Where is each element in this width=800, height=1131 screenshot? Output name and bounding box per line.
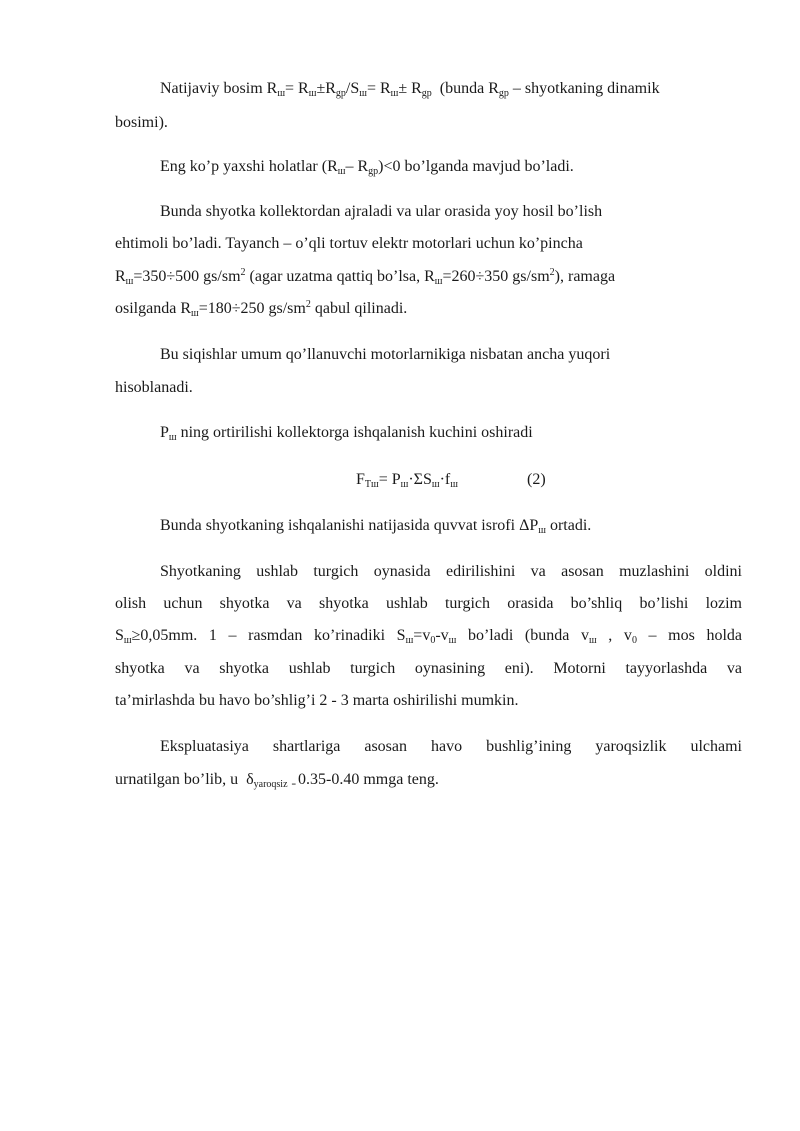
text: Natijaviy bosim R xyxy=(160,80,278,97)
text: bo’ladi (bunda v xyxy=(456,627,589,644)
text-line-16: ta’mirlashda bu havo bo’shlig’i 2 - 3 marta oshirilishi mumkin. xyxy=(115,692,519,709)
text: 0.35-0.40 mmga teng. xyxy=(298,771,439,788)
text: (agar uzatma qattiq bo’lsa, R xyxy=(245,268,435,285)
text-line-17: Ekspluatasiya shartlariga asosan havo bushlig’ining yaroqsizlik ulchami xyxy=(160,738,742,755)
text: ·ΣS xyxy=(408,471,432,488)
subscript: 0 xyxy=(430,635,436,646)
text: ortadi. xyxy=(545,517,592,534)
text-line-6 xyxy=(115,267,615,287)
text: = R xyxy=(366,80,391,97)
text: ), ramaga xyxy=(554,268,616,285)
text: urnatilgan bo’lib, u δ xyxy=(115,771,254,788)
text: Bunda shyotkaning ishqalanishi natijasida quvvat isrofi ΔP xyxy=(160,517,539,534)
text: =v xyxy=(413,627,431,644)
text: – mos holda xyxy=(636,627,743,644)
text: (bunda R xyxy=(431,80,499,97)
text: =180÷250 gs/sm xyxy=(198,300,306,317)
text: ·f xyxy=(439,471,451,488)
equation-number: (2) xyxy=(527,471,546,488)
text: )<0 bo’lganda mavjud bo’ladi. xyxy=(378,158,574,175)
text-line-1 xyxy=(160,79,660,99)
subscript: 0 xyxy=(631,635,637,646)
subscript: ш xyxy=(168,432,177,443)
subscript: ш xyxy=(400,479,409,490)
text-line-14 xyxy=(115,626,742,646)
text: F xyxy=(356,471,365,488)
subscript: ш xyxy=(405,635,414,646)
text-line-10 xyxy=(160,423,533,443)
text: P xyxy=(160,424,169,441)
text: = xyxy=(287,780,299,789)
subscript: ш xyxy=(538,525,546,536)
subscript: ш xyxy=(191,308,199,319)
text-line-3 xyxy=(160,157,574,177)
text: =260÷350 gs/sm xyxy=(442,268,550,285)
text-line-13: olish uchun shyotka va shyotka ushlab turgich orasida bo’shliq bo’lishi lozim xyxy=(115,595,742,612)
text-line-15: shyotka va shyotka ushlab turgich oynasining eni). Motorni tayyorlashda va xyxy=(115,660,742,677)
subscript: ш xyxy=(450,479,458,490)
text: ≥0,05mm. 1 – rasmdan ko’rinadiki S xyxy=(131,627,406,644)
subscript: ш xyxy=(337,166,346,177)
text-line-2: bosimi). xyxy=(115,114,168,131)
subscript: ш xyxy=(277,88,286,99)
text: ± R xyxy=(398,80,422,97)
text: – R xyxy=(345,158,369,175)
equation-2 xyxy=(356,470,458,490)
text: = P xyxy=(378,471,401,488)
text-line-4: Bunda shyotka kollektordan ajraladi va ular orasida yoy hosil bo’lish xyxy=(160,203,603,220)
subscript: ш xyxy=(390,88,399,99)
text-line-9: hisoblanadi. xyxy=(115,379,193,396)
subscript: gp xyxy=(335,88,346,99)
superscript: 2 xyxy=(549,267,555,278)
subscript: ш xyxy=(359,88,367,99)
text: Eng ko’p yaxshi holatlar (R xyxy=(160,158,338,175)
text: , v xyxy=(596,627,632,644)
text: =350÷500 gs/sm xyxy=(133,268,241,285)
subscript: ш xyxy=(125,276,134,287)
subscript: ш xyxy=(434,276,443,287)
text-line-12: Shyotkaning ushlab turgich oynasida edirilishini va asosan muzlashini oldini xyxy=(160,563,742,580)
text: qabul qilinadi. xyxy=(310,300,408,317)
subscript: ш xyxy=(448,635,457,646)
text: = R xyxy=(285,80,309,97)
subscript: yaroqsiz xyxy=(253,779,288,790)
text-line-7 xyxy=(115,299,407,319)
text: R xyxy=(115,268,126,285)
text-line-5: ehtimoli bo’ladi. Tayanch – o’qli tortuv elektr motorlari uchun ko’pincha xyxy=(115,235,583,252)
text: S xyxy=(115,627,124,644)
subscript: ш xyxy=(431,479,440,490)
subscript: ш xyxy=(588,635,597,646)
text-line-18 xyxy=(115,770,439,795)
superscript: 2 xyxy=(305,299,311,310)
subscript: gp xyxy=(421,88,432,99)
subscript: ш xyxy=(308,88,317,99)
text: -v xyxy=(435,627,449,644)
text: – shyotkaning dinamik xyxy=(508,80,660,97)
superscript: 2 xyxy=(240,267,246,278)
subscript: gp xyxy=(498,88,509,99)
text-line-11 xyxy=(160,516,591,536)
text: osilganda R xyxy=(115,300,191,317)
text: ±R xyxy=(316,80,336,97)
text-line-8: Bu siqishlar umum qo’llanuvchi motorlarnikiga nisbatan ancha yuqori xyxy=(160,346,611,363)
subscript: gp xyxy=(368,166,379,177)
subscript: Tш xyxy=(364,479,379,490)
text: ning ortirilishi kollektorga ishqalanish kuchini oshiradi xyxy=(176,424,533,441)
text: /S xyxy=(345,80,360,97)
subscript: ш xyxy=(123,635,132,646)
